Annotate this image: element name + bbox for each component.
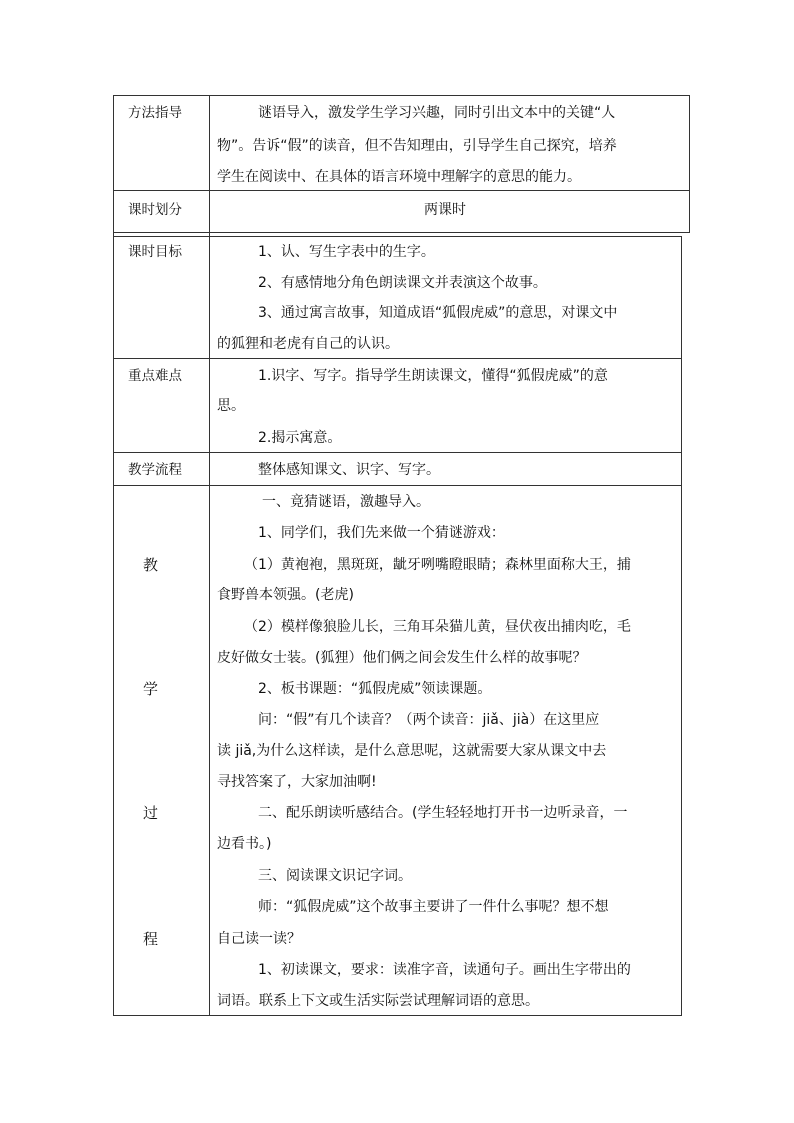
col-border: [209, 95, 210, 1015]
row-border: [113, 95, 690, 96]
method-line-1: 谜语导入，激发学生学习兴趣，同时引出文本中的关键“人: [258, 105, 616, 121]
schedule-value: 两课时: [424, 202, 466, 218]
process-line: （2）模样像狼脸儿长，三角耳朵猫儿黄，昼伏夜出捕肉吃，毛: [244, 619, 631, 635]
goals-line-1: 1、认、写生字表中的生字。: [258, 244, 435, 260]
goals-line-4: 的狐狸和老虎有自己的认识。: [217, 336, 399, 352]
process-line: 自己读一读？: [217, 931, 301, 947]
keypoints-line-3: 2.揭示寓意。: [258, 430, 342, 446]
row-border: [113, 1015, 682, 1016]
method-line-2: 物”。告诉“假”的读音，但不告知理由，引导学生自己探究，培养: [217, 138, 617, 154]
process-line: 二、配乐朗读听感结合。(学生轻轻地打开书一边听录音，一: [258, 805, 628, 821]
goals-line-2: 2、有感情地分角色朗读课文并表演这个故事。: [258, 275, 547, 291]
process-line: 边看书。): [217, 836, 272, 852]
flow-value: 整体感知课文、识字、写字。: [258, 462, 440, 478]
col-border: [113, 95, 114, 1015]
process-line: 三、阅读课文识记字词。: [258, 868, 412, 884]
process-line: 1、初读课文，要求：读准字音，读通句子。画出生字带出的: [258, 962, 631, 978]
col-border: [681, 236, 682, 1015]
label-flow: 教学流程: [128, 462, 182, 478]
goals-line-3: 3、通过寓言故事，知道成语“狐假虎威”的意思，对课文中: [258, 305, 618, 321]
row-border: [113, 236, 682, 237]
process-label-char: 学: [143, 680, 159, 698]
row-border: [113, 485, 682, 486]
row-border: [113, 232, 690, 233]
process-line: 一、竟猜谜语，激趣导入。: [262, 494, 430, 510]
row-border: [113, 358, 682, 359]
process-line: 读 jiǎ,为什么这样读，是什么意思呢，这就需要大家从课文中去: [217, 743, 607, 759]
process-label-char: 教: [143, 556, 159, 574]
row-border: [113, 190, 690, 191]
label-keypoints: 重点难点: [128, 368, 182, 384]
process-label-char: 过: [143, 804, 159, 822]
process-line: 师：“狐假虎威”这个故事主要讲了一件什么事呢？想不想: [258, 899, 609, 915]
keypoints-line-1: 1.识字、写字。指导学生朗读课文，懂得“狐假虎威”的意: [258, 368, 608, 384]
keypoints-line-2: 思。: [217, 398, 245, 414]
process-label-char: 程: [143, 930, 159, 948]
process-line: 食野兽本领强。(老虎): [217, 587, 354, 603]
process-line: 寻找答案了，大家加油啊!: [217, 774, 377, 790]
row-border: [113, 452, 682, 453]
process-line: 1、同学们，我们先来做一个猜谜游戏：: [258, 525, 505, 541]
label-goals: 课时目标: [128, 244, 182, 260]
process-line: 皮好做女士装。(狐狸）他们俩之间会发生什么样的故事呢？: [217, 650, 587, 666]
col-border: [689, 95, 690, 232]
process-line: 2、板书课题：“狐假虎威”领读课题。: [258, 681, 492, 697]
label-method: 方法指导: [128, 105, 182, 121]
process-line: （1）黄袍袍，黑斑斑，龇牙咧嘴瞪眼睛；森林里面称大王，捕: [244, 557, 631, 573]
process-line: 词语。联系上下文或生活实际尝试理解词语的意思。: [217, 993, 539, 1009]
label-schedule: 课时划分: [128, 202, 182, 218]
method-line-3: 学生在阅读中、在具体的语言环境中理解字的意思的能力。: [217, 169, 581, 185]
process-line: 问：“假”有几个读音？（两个读音：jiǎ、jià）在这里应: [258, 712, 600, 728]
